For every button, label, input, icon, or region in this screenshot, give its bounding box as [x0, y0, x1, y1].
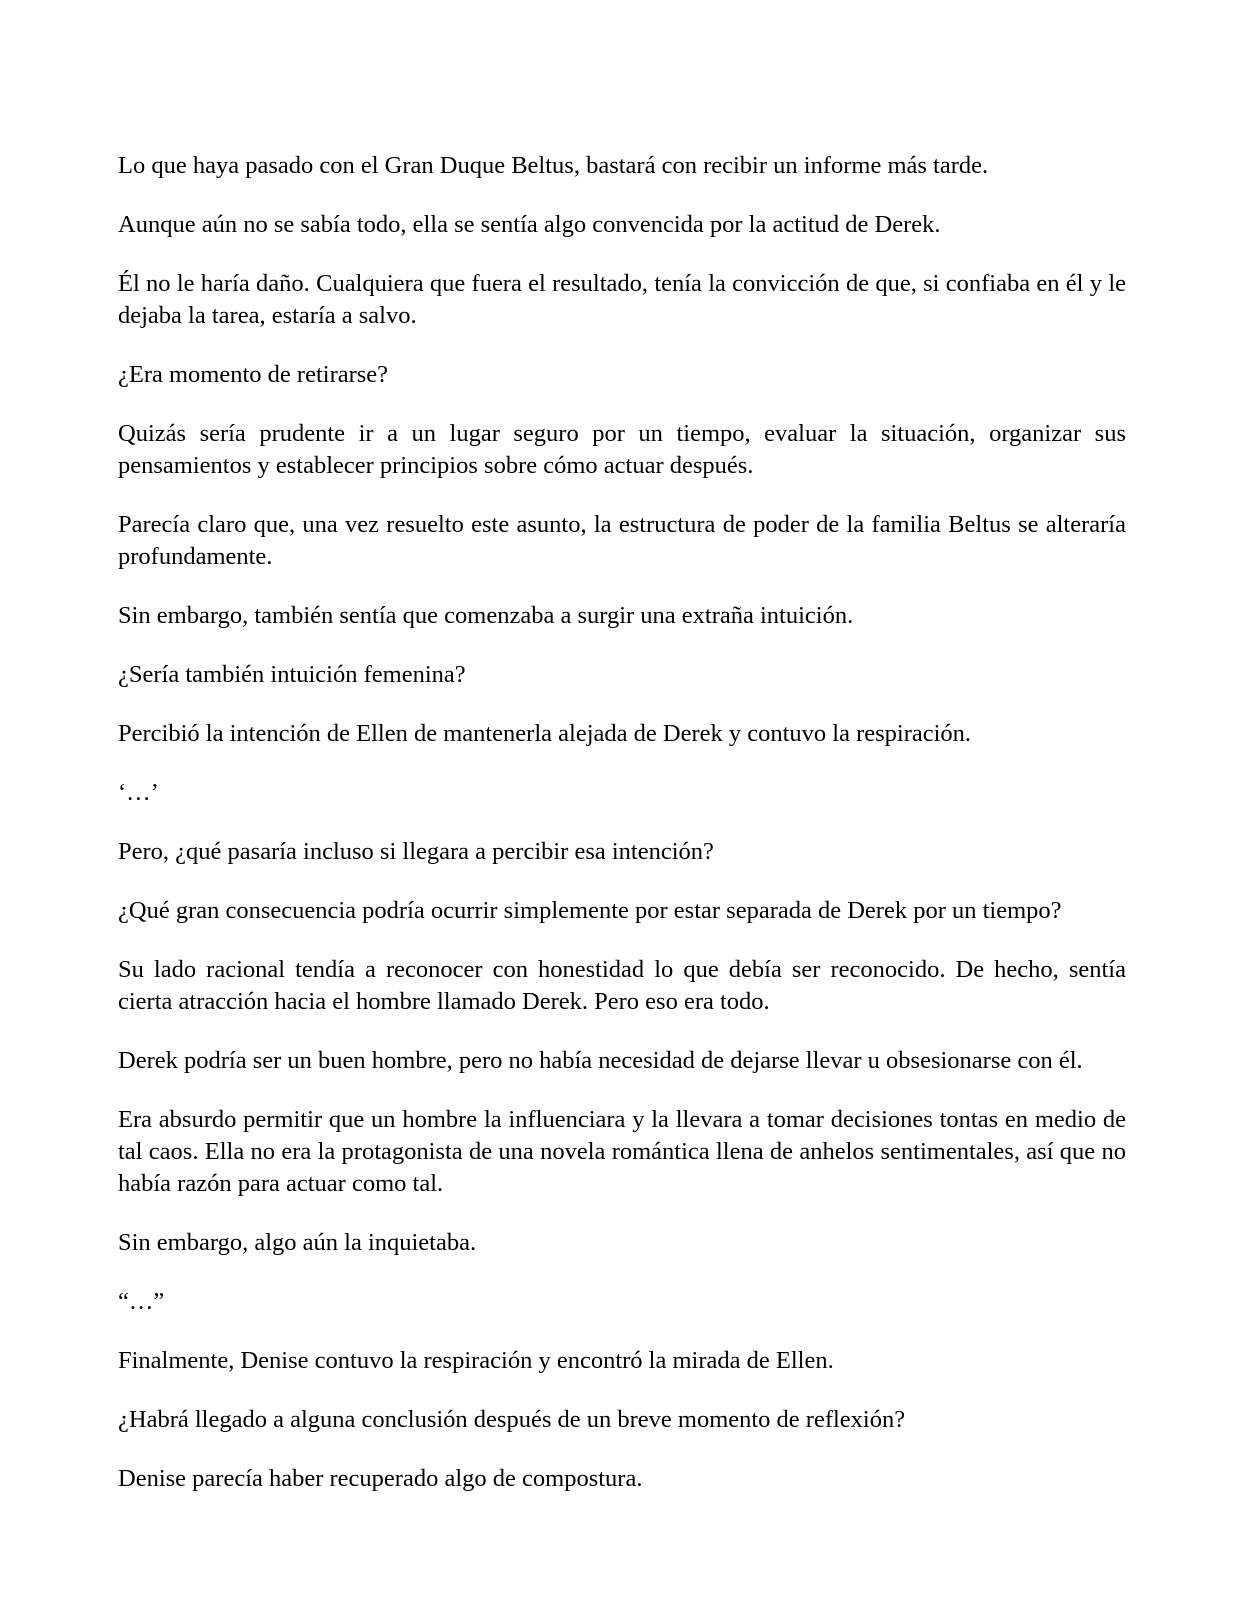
paragraph: Pero, ¿qué pasaría incluso si llegara a percibir esa intención? — [118, 838, 714, 865]
paragraph: Era absurdo permitir que un hombre la influenciara y la llevara a tomar decisiones tontas en medio de tal caos. Ella no era la protagonista de una novela romántica llena de anhelos sentimentales, así que no había razón para actuar como tal. — [118, 1106, 1126, 1197]
body-text — [118, 150, 1126, 1522]
paragraph: ‘…’ — [118, 779, 159, 806]
paragraph: Lo que haya pasado con el Gran Duque Beltus, bastará con recibir un informe más tarde. — [118, 152, 989, 179]
paragraph: Su lado racional tendía a reconocer con honestidad lo que debía ser reconocido. De hecho, sentía cierta atracción hacia el hombre llamado Derek. Pero eso era todo. — [118, 956, 1126, 1015]
paragraph: Parecía claro que, una vez resuelto este asunto, la estructura de poder de la familia Beltus se alteraría profundamente. — [118, 511, 1126, 570]
paragraph: Derek podría ser un buen hombre, pero no había necesidad de dejarse llevar u obsesionarse con él. — [118, 1047, 1083, 1074]
paragraph: Sin embargo, algo aún la inquietaba. — [118, 1229, 477, 1256]
paragraph: ¿Era momento de retirarse? — [118, 361, 389, 388]
paragraph: Percibió la intención de Ellen de mantenerla alejada de Derek y contuvo la respiración. — [118, 720, 972, 747]
paragraph: Aunque aún no se sabía todo, ella se sentía algo convencida por la actitud de Derek. — [118, 211, 941, 238]
paragraph: Él no le haría daño. Cualquiera que fuera el resultado, tenía la convicción de que, si confiaba en él y le dejaba la tarea, estaría a salvo. — [118, 270, 1126, 329]
paragraph: ¿Sería también intuición femenina? — [118, 661, 466, 688]
paragraph: ¿Habrá llegado a alguna conclusión después de un breve momento de reflexión? — [118, 1406, 906, 1433]
paragraph: Denise parecía haber recuperado algo de compostura. — [118, 1465, 643, 1492]
paragraph: Quizás sería prudente ir a un lugar seguro por un tiempo, evaluar la situación, organizar sus pensamientos y establecer principios sobre cómo actuar después. — [118, 420, 1126, 479]
paragraph: Finalmente, Denise contuvo la respiración y encontró la mirada de Ellen. — [118, 1347, 834, 1374]
paragraph: “…” — [118, 1288, 165, 1315]
paragraph: Sin embargo, también sentía que comenzaba a surgir una extraña intuición. — [118, 602, 854, 629]
paragraph: ¿Qué gran consecuencia podría ocurrir simplemente por estar separada de Derek por un tiempo? — [118, 897, 1062, 924]
